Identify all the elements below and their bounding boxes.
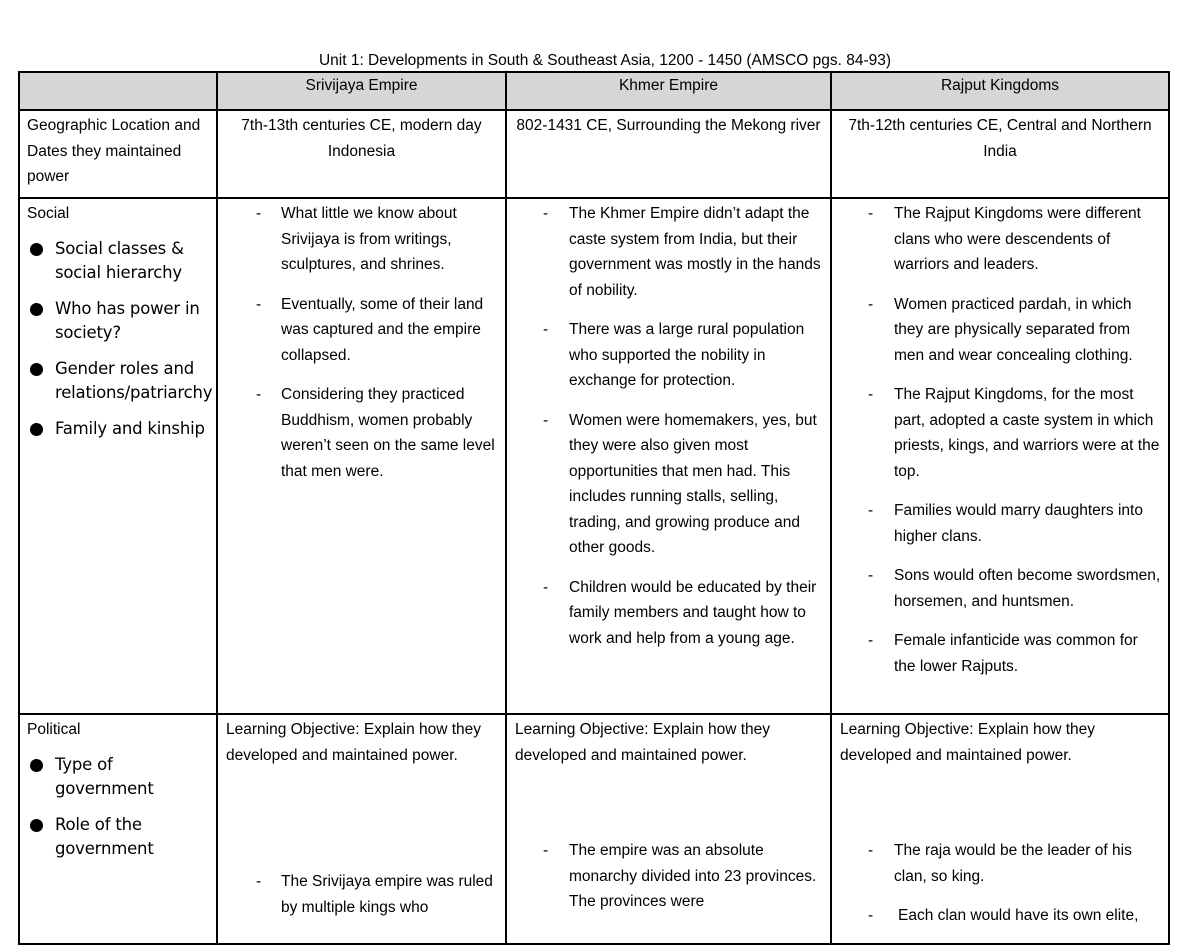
list-item: Social classes & social hierarchy — [27, 237, 216, 285]
geo-khmer: 802-1431 CE, Surrounding the Mekong river — [506, 110, 831, 198]
bullet-icon — [30, 303, 43, 316]
list-item: - Women were homemakers, yes, but they were also given most opportunities that men had. This includes running stalls, selling, trading, and growing produce and other goods. — [507, 408, 830, 561]
bullet-icon — [30, 759, 43, 772]
page-title: Unit 1: Developments in South & Southeast Asia, 1200 - 1450 (AMSCO pgs. 84-93) — [318, 52, 892, 69]
header-rajput: Rajput Kingdoms — [831, 72, 1169, 110]
list-item: - There was a large rural population who supported the nobility in exchange for protection. — [507, 317, 830, 394]
learning-objective: Learning Objective: Explain how they developed and maintained power. — [840, 721, 1096, 764]
list-item: Family and kinship — [27, 417, 216, 441]
list-item: - What little we know about Srivijaya is from writings, sculptures, and shrines. — [218, 201, 505, 278]
bullet-icon — [30, 819, 43, 832]
social-khmer — [506, 198, 831, 714]
header-row — [19, 72, 1169, 110]
bullet-icon — [30, 243, 43, 256]
header-khmer: Khmer Empire — [506, 72, 831, 110]
dash-icon: - — [868, 632, 874, 649]
list-item: - The Rajput Kingdoms, for the most part, adopted a caste system in which priests, kings, and warriors were at the top. — [832, 382, 1168, 484]
political-srivijaya — [217, 714, 506, 944]
dash-icon: - — [256, 873, 262, 890]
dash-icon: - — [543, 205, 549, 222]
political-label: Political — [27, 721, 81, 738]
list-item: - Children would be educated by their family members and taught how to work and help from a young age. — [507, 575, 830, 652]
dash-icon: - — [543, 321, 549, 338]
political-rajput — [831, 714, 1169, 944]
dash-icon: - — [256, 205, 262, 222]
list-item: - Female infanticide was common for the lower Rajputs. — [832, 628, 1168, 679]
dash-icon: - — [868, 842, 874, 859]
dash-icon: - — [868, 386, 874, 403]
list-item: - The Khmer Empire didn’t adapt the caste system from India, but their government was mostly in the hands of nobility. — [507, 201, 830, 303]
political-khmer — [506, 714, 831, 944]
list-item: - Each clan would have its own elite, — [832, 903, 1168, 929]
dash-icon: - — [543, 842, 549, 859]
comparison-table — [18, 71, 1170, 945]
social-row — [19, 198, 1169, 714]
dash-icon: - — [868, 295, 874, 313]
list-item: - The Rajput Kingdoms were different clans who were descendents of warriors and leaders. — [832, 201, 1168, 278]
list-item: Who has power in society? — [27, 297, 216, 345]
social-label: Social — [27, 205, 70, 222]
political-row — [19, 714, 1169, 944]
list-item: - Sons would often become swordsmen, horsemen, and huntsmen. — [832, 563, 1168, 614]
political-topics — [20, 753, 216, 861]
social-topics — [20, 237, 216, 441]
list-item: - Considering they practiced Buddhism, women probably weren’t seen on the same level that men were. — [218, 382, 505, 484]
dash-icon: - — [256, 386, 262, 403]
social-rajput — [831, 198, 1169, 714]
list-item: Role of the government — [27, 813, 216, 861]
list-item: Gender roles and relations/patriarchy — [27, 357, 216, 405]
header-empty — [19, 72, 217, 110]
dash-icon: - — [543, 578, 549, 596]
dash-icon: - — [868, 907, 874, 924]
list-item: - The raja would be the leader of his clan, so king. — [832, 838, 1168, 889]
list-item: - The empire was an absolute monarchy divided into 23 provinces. The provinces were — [507, 838, 830, 915]
geo-label: Geographic Location and Dates they maintained power — [19, 110, 217, 198]
dash-icon: - — [868, 567, 874, 584]
dash-icon: - — [256, 295, 262, 313]
header-srivijaya: Srivijaya Empire — [217, 72, 506, 110]
bullet-icon — [30, 423, 43, 436]
social-label-cell — [19, 198, 217, 714]
list-item: - Families would marry daughters into higher clans. — [832, 498, 1168, 549]
geo-rajput: 7th-12th centuries CE, Central and Northern India — [831, 110, 1169, 198]
geo-srivijaya: 7th-13th centuries CE, modern day Indonesia — [217, 110, 506, 198]
dash-icon: - — [868, 502, 874, 519]
social-srivijaya — [217, 198, 506, 714]
list-item: - Women practiced pardah, in which they are physically separated from men and wear concealing clothing. — [832, 292, 1168, 369]
learning-objective: Learning Objective: Explain how they developed and maintained power. — [515, 721, 771, 764]
dash-icon: - — [543, 411, 549, 429]
bullet-icon — [30, 363, 43, 376]
dash-icon: - — [868, 205, 874, 222]
geo-row — [19, 110, 1169, 198]
list-item: - The Srivijaya empire was ruled by multiple kings who — [218, 869, 505, 920]
learning-objective: Learning Objective: Explain how they developed and maintained power. — [226, 721, 482, 764]
political-label-cell — [19, 714, 217, 944]
list-item: - Eventually, some of their land was captured and the empire collapsed. — [218, 292, 505, 369]
list-item: Type of government — [27, 753, 216, 801]
